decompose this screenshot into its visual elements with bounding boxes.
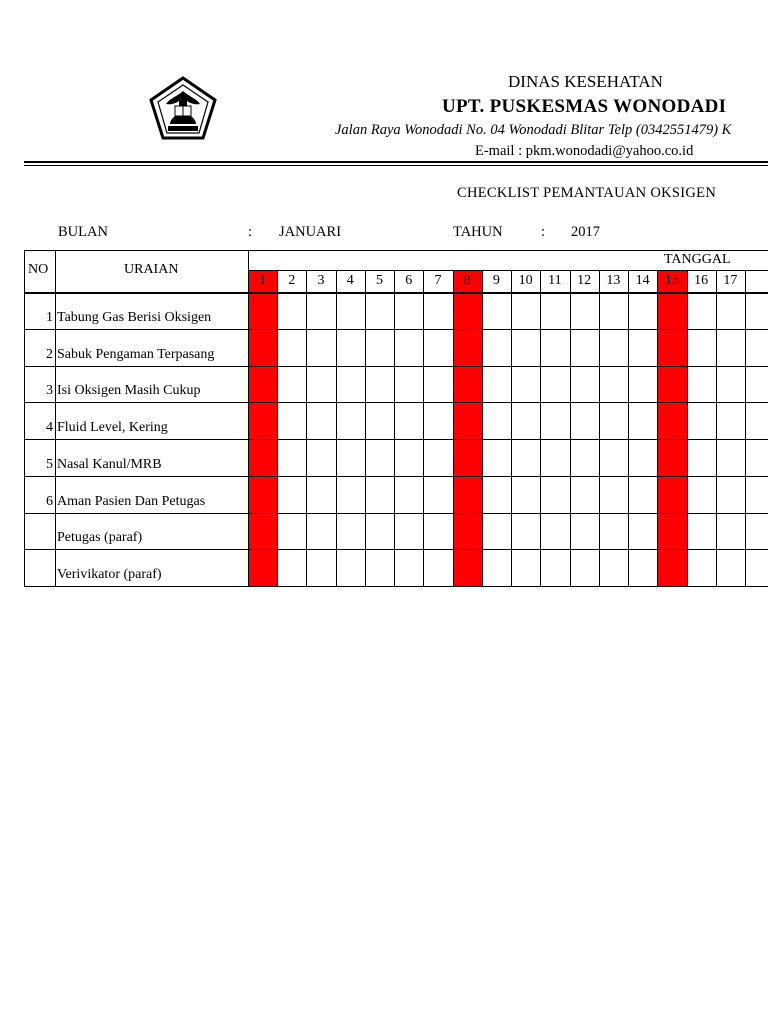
weekly-highlight-column	[248, 270, 278, 586]
day-column-divider	[365, 270, 366, 587]
day-column-divider	[745, 270, 746, 587]
month-value: JANUARI	[279, 224, 342, 240]
day-column-divider	[394, 270, 395, 587]
day-number-15: 15	[664, 273, 679, 288]
row-number: 3	[46, 383, 53, 398]
year-label: TAHUN	[453, 224, 503, 240]
day-column-divider	[657, 270, 658, 587]
day-number-16: 16	[694, 273, 709, 288]
row-number: 6	[46, 494, 53, 509]
row-number: 4	[46, 420, 53, 435]
tanggal-column-header: TANGGAL	[664, 252, 731, 267]
table-left-border	[24, 250, 25, 587]
row-label: Sabuk Pengaman Terpasang	[57, 347, 215, 362]
day-column-divider	[628, 270, 629, 587]
uraian-column-header: URAIAN	[124, 262, 179, 277]
clinic-email: E-mail : pkm.wonodadi@yahoo.co.id	[475, 143, 694, 159]
row-label: Petugas (paraf)	[57, 530, 143, 545]
table-top-border	[24, 250, 768, 251]
day-column-divider	[716, 270, 717, 587]
clinic-name: UPT. PUSKESMAS WONODADI	[442, 96, 727, 117]
row-label: Verivikator (paraf)	[57, 567, 162, 582]
agency-name: DINAS KESEHATAN	[508, 72, 663, 91]
day-number-2: 2	[288, 273, 296, 288]
month-label: BULAN	[58, 224, 108, 240]
day-column-divider	[570, 270, 571, 587]
row-label: Fluid Level, Kering	[57, 420, 168, 435]
day-column-divider	[687, 270, 688, 587]
day-number-1: 1	[259, 273, 266, 288]
month-colon: :	[248, 224, 253, 240]
day-number-7: 7	[434, 273, 442, 288]
day-number-4: 4	[346, 273, 354, 288]
day-column-divider	[336, 270, 337, 587]
form-title: CHECKLIST PEMANTAUAN OKSIGEN	[457, 185, 717, 201]
day-number-11: 11	[548, 273, 562, 288]
row-label: Nasal Kanul/MRB	[57, 457, 162, 472]
row-number: 2	[46, 347, 53, 362]
day-number-3: 3	[317, 273, 325, 288]
day-column-divider	[453, 270, 454, 587]
uraian-column-divider	[248, 250, 249, 587]
year-value: 2017	[571, 224, 600, 240]
no-column-header: NO	[28, 262, 49, 277]
day-number-14: 14	[635, 273, 650, 288]
day-column-divider	[482, 270, 483, 587]
day-number-9: 9	[492, 273, 500, 288]
day-column-divider	[599, 270, 600, 587]
day-column-divider	[540, 270, 541, 587]
day-number-8: 8	[463, 273, 471, 288]
date-header-divider	[248, 270, 768, 271]
row-number: 1	[46, 310, 53, 325]
day-column-divider	[511, 270, 512, 587]
clinic-address: Jalan Raya Wonodadi No. 04 Wonodadi Blitar Telp (0342551479) K	[335, 122, 732, 138]
day-column-divider	[306, 270, 307, 587]
day-number-17: 17	[723, 273, 738, 288]
day-column-divider	[423, 270, 424, 587]
row-label: Isi Oksigen Masih Cukup	[57, 383, 201, 398]
weekly-highlight-column	[453, 270, 483, 586]
day-number-12: 12	[577, 273, 592, 288]
year-colon: :	[541, 224, 546, 240]
weekly-highlight-column	[657, 270, 687, 586]
day-number-10: 10	[518, 273, 533, 288]
day-number-6: 6	[405, 273, 413, 288]
day-number-13: 13	[606, 273, 621, 288]
row-label: Tabung Gas Berisi Oksigen	[57, 310, 212, 325]
row-label: Aman Pasien Dan Petugas	[57, 494, 206, 509]
day-column-divider	[277, 270, 278, 587]
no-column-divider	[55, 250, 56, 587]
row-number: 5	[46, 457, 53, 472]
day-number-5: 5	[375, 273, 383, 288]
